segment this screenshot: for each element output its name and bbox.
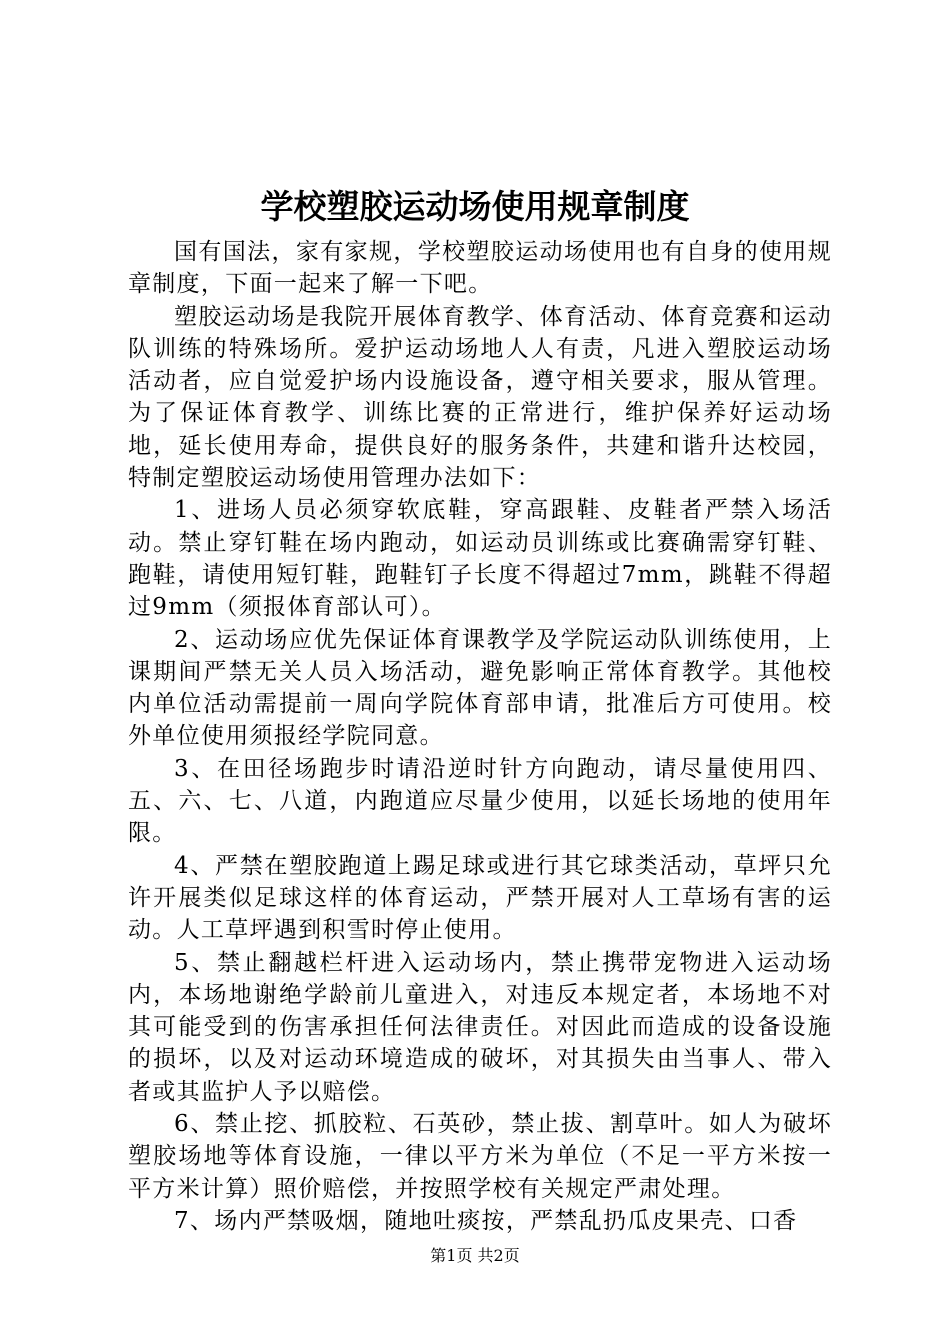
- document-body: [128, 236, 832, 1237]
- rule-paragraph-6: 6、禁止挖、抓胶粒、石英砂，禁止拔、割草叶。如人为破坏塑胶场地等体育设施，一律以平方米为单位（不足一平方米按一平方米计算）照价赔偿，并按照学校有关规定严肃处理。: [128, 1111, 832, 1202]
- rule-paragraph-4: 4、严禁在塑胶跑道上踢足球或进行其它球类活动，草坪只允许开展类似足球这样的体育运动，严禁开展对人工草场有害的运动。人工草坪遇到积雪时停止使用。: [128, 852, 832, 944]
- rule-paragraph-5: 5、禁止翻越栏杆进入运动场内，禁止携带宠物进入运动场内，本场地谢绝学龄前儿童进入，对违反本规定者，本场地不对其可能受到的伤害承担任何法律责任。对因此而造成的设备设施的损坏，以及对运动环境造成的破坏，对其损失由当事人、带入者或其监护人予以赔偿。: [128, 949, 832, 1105]
- rule-paragraph-7: 7、场内严禁吸烟，随地吐痰按，严禁乱扔瓜皮果壳、口香: [174, 1207, 798, 1234]
- page-number-footer: 第1页 共2页: [430, 1246, 520, 1265]
- intro-paragraph: 国有国法，家有家规，学校塑胶运动场使用也有自身的使用规章制度，下面一起来了解一下吧。: [128, 239, 832, 298]
- document-title: 学校塑胶运动场使用规章制度: [260, 187, 690, 226]
- rule-paragraph-3: 3、在田径场跑步时请沿逆时针方向跑动，请尽量使用四、五、六、七、八道，内跑道应尽量少使用，以延长场地的使用年限。: [128, 755, 832, 847]
- purpose-paragraph: 塑胶运动场是我院开展体育教学、体育活动、体育竞赛和运动队训练的特殊场所。爱护运动场地人人有责，凡进入塑胶运动场活动者，应自觉爱护场内设施设备，遵守相关要求，服从管理。为了保证体育教学、训练比赛的正常进行，维护保养好运动场地，延长使用寿命，提供良好的服务条件，共建和谐升达校园，特制定塑胶运动场使用管理办法如下：: [128, 303, 832, 492]
- rule-paragraph-2: 2、运动场应优先保证体育课教学及学院运动队训练使用，上课期间严禁无关人员入场活动，避免影响正常体育教学。其他校内单位活动需提前一周向学院体育部申请，批准后方可使用。校外单位使用须报经学院同意。: [128, 626, 832, 750]
- rule-paragraph-1: 1、进场人员必须穿软底鞋，穿高跟鞋、皮鞋者严禁入场活动。禁止穿钉鞋在场内跑动，如运动员训练或比赛确需穿钉鞋、跑鞋，请使用短钉鞋，跑鞋钉子长度不得超过7mm，跳鞋不得超过9mm（须报体育部认可）。: [128, 497, 832, 621]
